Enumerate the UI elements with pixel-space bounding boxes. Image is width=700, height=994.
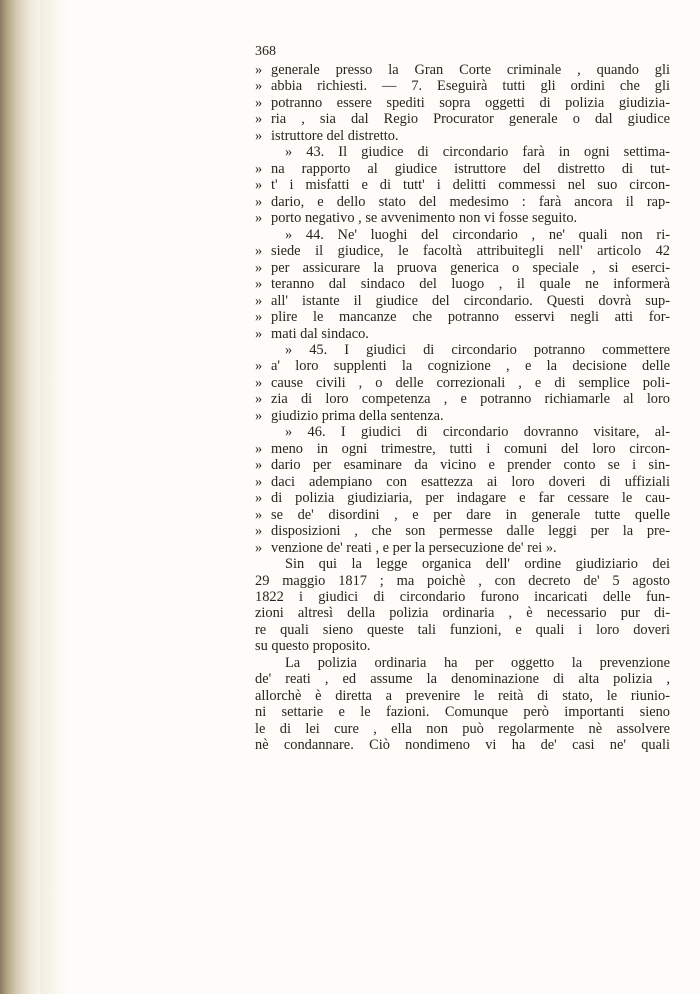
text-line-content: nè condannare. Ciò nondimeno vi ha de' casi ne' quali (255, 737, 670, 754)
text-line (255, 326, 670, 342)
text-line-content: t' i misfatti e di tutt' i delitti commessi nel suo circon- (271, 177, 670, 194)
text-line-content: de' reati , ed assume la denominazione di alta polizia , (255, 671, 670, 688)
text-line (255, 128, 670, 144)
text-line-content: ria , sia dal Regio Procurator generale o dal giudice (271, 111, 670, 128)
text-line (255, 556, 670, 572)
text-line (255, 358, 670, 374)
text-line (255, 737, 670, 753)
text-line-content: » 43. Il giudice di circondario farà in ogni settima- (285, 144, 670, 161)
text-line (255, 177, 670, 193)
text-line-content: disposizioni , che son permesse dalle leggi per la pre- (271, 523, 670, 540)
text-line-content: ni settarie e le fazioni. Comunque però importanti sieno (255, 704, 670, 721)
text-line-content: La polizia ordinaria ha per oggetto la prevenzione (285, 654, 670, 671)
text-line-content: abbia richiesti. — 7. Eseguirà tutti gli ordini che gli (271, 78, 670, 95)
text-line-content: Sin qui la legge organica dell' ordine giudiziario dei (285, 556, 670, 573)
text-line (255, 111, 670, 127)
text-line (255, 391, 670, 407)
text-line-content: re quali sieno queste tali funzioni, e quali i loro doveri (255, 621, 670, 638)
text-line (255, 540, 670, 556)
text-line-content: giudizio prima della sentenza. (271, 407, 444, 424)
text-line (255, 671, 670, 687)
text-line (255, 260, 670, 276)
text-line-content: teranno dal sindaco del luogo , il quale ne informerà (271, 276, 670, 293)
text-line-content: porto negativo , se avvenimento non vi fosse seguito. (271, 210, 578, 227)
text-line-content: 1822 i giudici di circondario furono incaricati delle fun- (255, 589, 670, 605)
text-line-content: se de' disordini , e per dare in generale tutte quelle (271, 506, 670, 523)
text-line (255, 474, 670, 490)
text-line (255, 688, 670, 704)
text-line-content: 29 maggio 1817 ; ma poichè , con decreto de' 5 agosto (255, 572, 670, 589)
text-line-content: dario per esaminare da vicino e prender conto se i sin- (271, 457, 670, 474)
text-line-content: zioni altresì della polizia ordinaria , è necessario pur di- (255, 605, 670, 622)
text-line (255, 227, 670, 243)
text-line (255, 441, 670, 457)
text-line-content: » 44. Ne' luoghi del circondario , ne' quali non ri- (285, 226, 670, 243)
page-text-block (255, 42, 670, 754)
text-line-content: zia di loro competenza , e potranno richiamarle al loro (271, 391, 670, 408)
text-line (255, 507, 670, 523)
text-line-content: a' loro supplenti la cognizione , e la decisione delle (271, 358, 670, 375)
text-line (255, 309, 670, 325)
text-line (255, 95, 670, 111)
text-line-content: na rapporto al giudice istruttore del distretto di tut- (271, 160, 670, 177)
text-line (255, 704, 670, 720)
text-line-content: su questo proposito. (255, 638, 371, 655)
book-binding-shadow (0, 0, 40, 994)
text-line-content: dario, e dello stato del medesimo : farà ancora il rap- (271, 193, 670, 210)
text-line-content: le di lei cure , ella non può regolarmente nè assolvere (255, 720, 670, 737)
text-line-content: cause civili , o delle correzionali , e di semplice poli- (271, 374, 670, 391)
text-line (255, 408, 670, 424)
text-line-content: istruttore del distretto. (271, 127, 399, 144)
text-line-content: siede il giudice, le facoltà attribuitegli nell' articolo 42 (271, 243, 670, 260)
text-line (255, 210, 670, 226)
text-line (255, 589, 670, 605)
text-line-content: » 46. I giudici di circondario dovranno visitare, al- (285, 424, 670, 441)
text-line (255, 523, 670, 539)
text-line (255, 342, 670, 358)
text-line (255, 161, 670, 177)
text-line-content: generale presso la Gran Corte criminale , quando gli (271, 62, 670, 78)
text-line (255, 62, 670, 78)
text-line-content: all' istante il giudice del circondario. Questi dovrà sup- (271, 292, 670, 309)
text-line (255, 144, 670, 160)
text-line (255, 573, 670, 589)
text-line (255, 78, 670, 94)
text-line (255, 605, 670, 621)
text-line (255, 457, 670, 473)
text-line (255, 638, 670, 654)
text-line (255, 424, 670, 440)
text-line-content: venzione de' reati , e per la persecuzione de' rei ». (271, 539, 557, 556)
text-line-content: meno in ogni trimestre, tutti i comuni del loro circon- (271, 440, 670, 457)
text-line-content: » 45. I giudici di circondario potranno commettere (285, 341, 670, 358)
text-line (255, 276, 670, 292)
text-line (255, 655, 670, 671)
text-lines (255, 62, 670, 754)
text-line-content: mati dal sindaco. (271, 325, 369, 342)
text-line (255, 490, 670, 506)
text-line-content: per assicurare la pruova generica o speciale , si eserci- (271, 259, 670, 276)
text-line (255, 622, 670, 638)
text-line-content: plire le mancanze che potranno esservi negli atti for- (271, 309, 670, 326)
text-line (255, 721, 670, 737)
text-line-content: potranno essere spediti sopra oggetti di polizia giudizia- (271, 94, 670, 111)
text-line-content: di polizia giudiziaria, per indagare e far cessare le cau- (271, 490, 670, 507)
page-number: 368 (255, 44, 276, 59)
text-line-content: daci adempiano con esattezza ai loro doveri di uffiziali (271, 473, 670, 490)
text-line (255, 293, 670, 309)
page-gutter (40, 0, 70, 994)
text-line (255, 375, 670, 391)
text-line (255, 243, 670, 259)
text-line-content: allorchè è diretta a prevenire le reità di stato, le riunio- (255, 687, 670, 704)
text-line (255, 194, 670, 210)
